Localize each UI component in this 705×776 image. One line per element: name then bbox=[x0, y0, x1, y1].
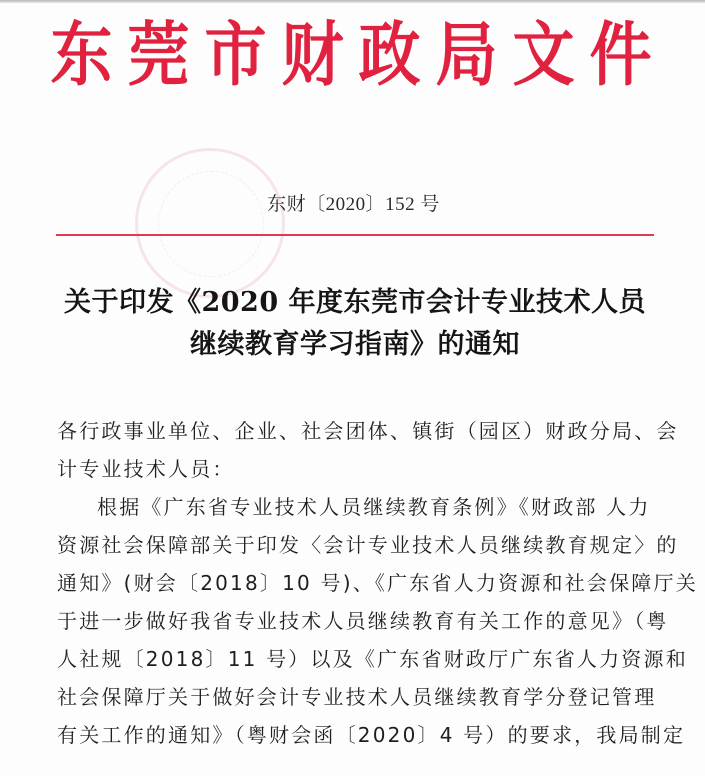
paragraph-line-3: 通知》(财会〔2018〕10 号)、《广东省人力资源和社会保障厅关 bbox=[57, 571, 698, 595]
paragraph-line-5: 人社规〔2018〕11 号）以及《广东省财政厅广东省人力资源和 bbox=[57, 647, 688, 671]
salutation-line-1: 各行政事业单位、企业、社会团体、镇街（园区）财政分局、会 bbox=[57, 419, 679, 443]
page-top-edge bbox=[0, 0, 705, 3]
document-title bbox=[50, 282, 660, 366]
paragraph-line-1: 根据《广东省专业技术人员继续教育条例》《财政部 人力 bbox=[97, 495, 651, 519]
paragraph-line-2: 资源社会保障部关于印发〈会计专业技术人员继续教育规定〉的 bbox=[57, 533, 679, 557]
document-number: 东财〔2020〕152 号 bbox=[267, 194, 440, 215]
paragraph-line-4: 于进一步做好我省专业技术人员继续教育有关工作的意见》（粤 bbox=[57, 609, 669, 633]
official-seal-watermark bbox=[135, 148, 285, 298]
red-divider-line bbox=[56, 234, 654, 236]
title-line-1: 关于印发《2020 年度东莞市会计专业技术人员 bbox=[63, 287, 647, 318]
document-body bbox=[57, 412, 698, 754]
masthead-title: 东莞市财政局文件 bbox=[50, 13, 667, 96]
paragraph-line-7: 有关工作的通知》（粤财会函〔2020〕4 号）的要求，我局制定 bbox=[57, 723, 686, 747]
title-line-2: 继续教育学习指南》的通知 bbox=[190, 329, 520, 360]
paragraph-line-6: 社会保障厅关于做好会计专业技术人员继续教育学分登记管理 bbox=[57, 685, 657, 709]
salutation-line-2: 计专业技术人员： bbox=[57, 457, 235, 481]
